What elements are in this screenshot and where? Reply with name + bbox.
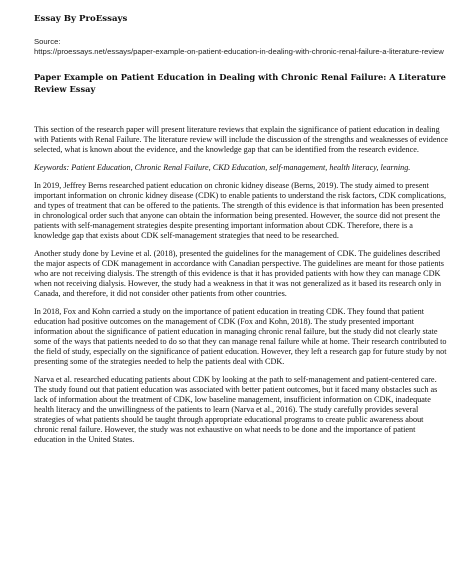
source-label: Source:: [34, 37, 61, 46]
narva-paragraph: Narva et al. researched educating patients about CDK by looking at the path to self-management and patient-centered care. The study found out that patient education was associated with better patient outcomes, but it faced many obstacles such as lack of information about the treatment of CDK, low baseline management, insufficient information on CDK, inadequate health literacy and the unwillingness of the patients to learn (Narva et al., 2016). The study carefully provides several strategies of what patients should be taught through appropriate educational programs to create public awareness about chronic renal failure. However, the study was not exhaustive on what needs to be done and the importance of patient education in the United States.: [34, 375, 438, 444]
berns-paragraph: In 2019, Jeffrey Berns researched patient education on chronic kidney disease (Berns, 2019). The study aimed to present important information on chronic kidney disease (CDK) to enable patients to understand the risk factors, CDK complications, and types of treatment that can be offered to the patients. The strength of this evidence is that information has been presented in chronological order such that anyone can obtain the information being presented. However, the source did not present the patients with self-management strategies despite presenting important information about CDK. Therefore, there is a knowledge gap that exists about CDK self-management strategies that need to be researched.: [34, 181, 447, 240]
source-url-link[interactable]: https://proessays.net/essays/paper-example-on-patient-education-in-dealing-with-chronic-renal-failure-a-literature-review: [34, 47, 444, 56]
levine-paragraph: Another study done by Levine et al. (2018), presented the guidelines for the management of CDK. The guidelines described the major aspects of CDK management in accordance with Canadian perspective. The guidelines are meant for those patients who are not receiving dialysis. The strength of this evidence is that it has provided patients with how they can manage CDK when not receiving dialysis. However, the study had a weakness in that it was not generalized as it based its research only in Canada, and therefore, it did not consider other patients from other countries.: [34, 249, 444, 298]
intro-paragraph: This section of the research paper will present literature reviews that explain the significance of patient education in dealing with Patients with Renal Failure. The literature review will include the discussion of the strengths and weaknesses of evidence selected, what is known about the evidence, and the knowledge gap that can be identified from the research evidence.: [34, 125, 448, 154]
site-header-title: Essay By ProEssays: [34, 14, 128, 24]
fox-kohn-paragraph: In 2018, Fox and Kohn carried a study on the importance of patient education in treating CDK. They found that patient education had positive outcomes on the management of CDK (Fox and Kohn, 2018). The study presented important information about the significance of patient education in managing chronic renal failure, but the study did not clearly state some of the ways that patients needed to do so that they can manage renal failure while at home. Their research contributed to the field of study, especially on the significance of patient education. However, they left a research gap for future study by not presenting some of the strategies needed to help the patients deal with CDK.: [34, 307, 447, 366]
essay-title: Paper Example on Patient Education in Dealing with Chronic Renal Failure: A Literature Review Essay: [34, 72, 446, 94]
keywords-paragraph: Keywords: Patient Education, Chronic Renal Failure, CKD Education, self-management, health literacy, learning.: [34, 163, 411, 172]
